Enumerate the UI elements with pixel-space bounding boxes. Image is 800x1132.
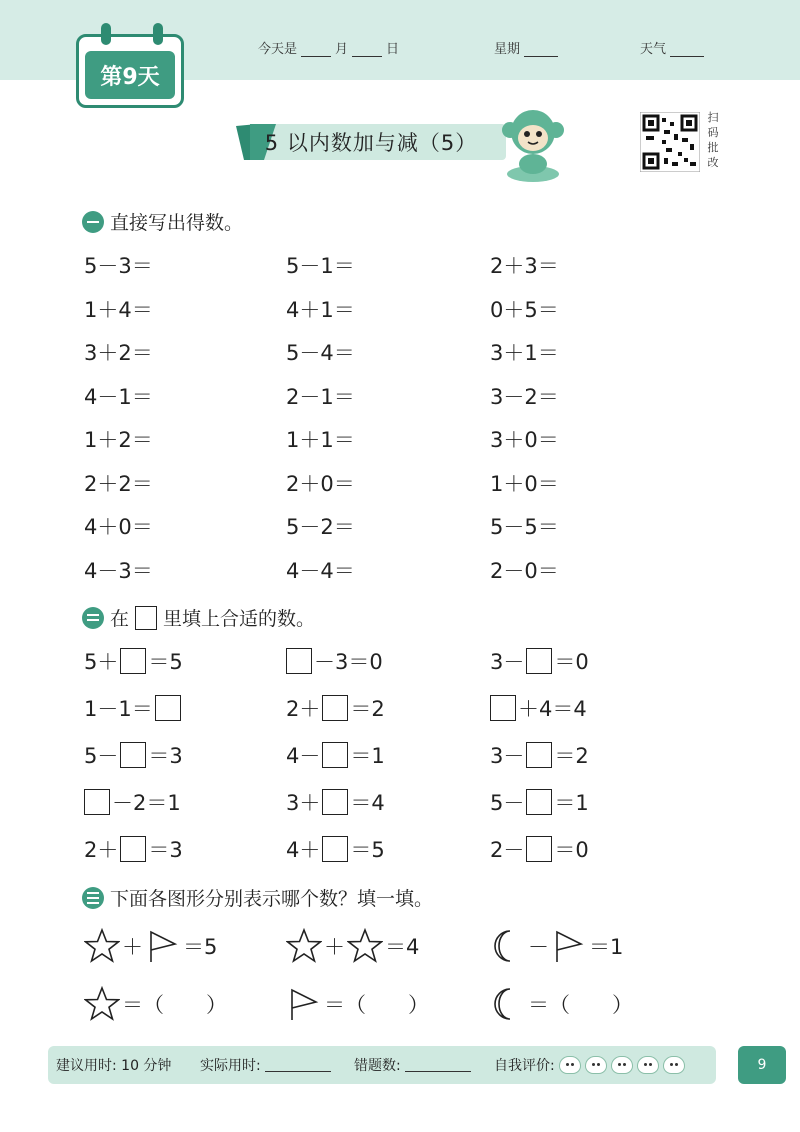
question-row bbox=[84, 984, 704, 1024]
answer-box[interactable] bbox=[322, 836, 348, 862]
weekday-field bbox=[494, 38, 558, 57]
equation-text: ＋ bbox=[324, 935, 345, 959]
equation-text: 2＋ bbox=[84, 838, 119, 862]
question-row bbox=[84, 693, 704, 723]
equation[interactable] bbox=[490, 381, 559, 411]
self-eval bbox=[494, 1046, 685, 1084]
equation bbox=[84, 740, 183, 770]
equation-text: 4－ bbox=[286, 744, 321, 768]
equation[interactable] bbox=[490, 337, 559, 367]
section2-title-before: 在 bbox=[110, 608, 130, 630]
weather-field bbox=[640, 38, 704, 57]
question-row bbox=[84, 468, 704, 498]
weather-label: 天气 bbox=[640, 42, 667, 57]
equation-text: 4＋ bbox=[286, 838, 321, 862]
answer-box[interactable] bbox=[84, 789, 110, 815]
equation-text: 1＋1＝ bbox=[286, 428, 355, 452]
qr-label-char: 扫 bbox=[707, 111, 719, 124]
equation-text: ＝3 bbox=[148, 744, 183, 768]
equation bbox=[490, 834, 589, 864]
equation-text: 3＋1＝ bbox=[490, 341, 559, 365]
actual-time-label: 实际用时: bbox=[200, 1058, 261, 1074]
equation bbox=[286, 693, 385, 723]
equation-text: ＋ bbox=[122, 935, 143, 959]
question-row bbox=[84, 250, 704, 280]
equation-text: 5－3＝ bbox=[84, 254, 153, 278]
equation[interactable] bbox=[286, 511, 355, 541]
equation-text: 1＋2＝ bbox=[84, 428, 153, 452]
equation-text: ＝2 bbox=[554, 744, 589, 768]
equation[interactable] bbox=[84, 984, 227, 1024]
equation-text: 1－1＝ bbox=[84, 697, 153, 721]
equation-text: ＝4 bbox=[350, 791, 385, 815]
equation[interactable] bbox=[84, 381, 153, 411]
section-one-icon bbox=[82, 211, 104, 233]
smiley-icon[interactable] bbox=[559, 1056, 581, 1074]
star-icon bbox=[84, 928, 120, 964]
equation bbox=[286, 646, 383, 676]
page-number: 9 bbox=[738, 1046, 786, 1084]
answer-box[interactable] bbox=[120, 742, 146, 768]
star-icon bbox=[84, 986, 120, 1022]
equation[interactable] bbox=[286, 926, 419, 966]
equation-text: 3－2＝ bbox=[490, 384, 559, 409]
equation[interactable] bbox=[490, 511, 559, 541]
qr-code-icon[interactable] bbox=[640, 112, 700, 172]
equation[interactable] bbox=[286, 294, 355, 324]
equation-text: － bbox=[528, 935, 549, 959]
equation-text: ＝（ ） bbox=[324, 993, 429, 1017]
equation-text: 2＋2＝ bbox=[84, 471, 153, 496]
star-icon bbox=[286, 928, 322, 964]
equation-text: 1＋4＝ bbox=[84, 297, 153, 322]
equation[interactable] bbox=[490, 468, 559, 498]
answer-box-icon bbox=[135, 606, 157, 630]
equation bbox=[84, 787, 181, 817]
errors-label: 错题数: bbox=[354, 1058, 401, 1074]
equation-text: －3＝0 bbox=[314, 650, 383, 674]
qr-label-char: 批 bbox=[707, 141, 719, 154]
equation[interactable] bbox=[84, 555, 153, 585]
section1-heading bbox=[82, 208, 243, 235]
question-row bbox=[84, 834, 704, 864]
equation bbox=[490, 787, 589, 817]
section-three-icon bbox=[82, 887, 104, 909]
equation-text: ＝（ ） bbox=[528, 993, 633, 1017]
equation-text: ＝5 bbox=[148, 650, 183, 674]
equation-text: 5－4＝ bbox=[286, 341, 355, 365]
equation bbox=[84, 693, 181, 723]
answer-box[interactable] bbox=[322, 742, 348, 768]
equation-text: 2＋3＝ bbox=[490, 254, 559, 278]
equation[interactable] bbox=[490, 984, 633, 1024]
flag-icon bbox=[286, 986, 322, 1022]
equation[interactable] bbox=[84, 926, 217, 966]
equation[interactable] bbox=[286, 468, 355, 498]
question-row bbox=[84, 381, 704, 411]
day-blank[interactable] bbox=[352, 43, 382, 57]
equation-text: 5－ bbox=[84, 744, 119, 768]
suggested-time bbox=[56, 1046, 171, 1084]
equation-text: 3＋0＝ bbox=[490, 428, 559, 452]
section1-title: 直接写出得数。 bbox=[110, 212, 244, 234]
question-row bbox=[84, 555, 704, 585]
question-row bbox=[84, 294, 704, 324]
section3-heading bbox=[82, 884, 433, 911]
equation[interactable] bbox=[84, 468, 153, 498]
equation[interactable] bbox=[84, 250, 153, 280]
equation bbox=[490, 693, 587, 723]
equation-text: 2＋ bbox=[286, 697, 321, 721]
equation bbox=[84, 834, 183, 864]
equation-text: 4＋1＝ bbox=[286, 297, 355, 322]
equation bbox=[490, 646, 589, 676]
self-eval-label: 自我评价: bbox=[494, 1058, 555, 1074]
equation[interactable] bbox=[286, 555, 355, 585]
answer-box[interactable] bbox=[322, 789, 348, 815]
equation bbox=[286, 740, 385, 770]
equation-text: ＝5 bbox=[183, 935, 218, 959]
qr-label-char: 码 bbox=[707, 126, 719, 139]
equation bbox=[286, 834, 385, 864]
equation-text: 0＋5＝ bbox=[490, 297, 559, 322]
equation-text: ＝0 bbox=[554, 650, 589, 674]
equation[interactable] bbox=[286, 337, 355, 367]
equation[interactable] bbox=[286, 984, 429, 1024]
equation-text: 2－ bbox=[490, 838, 525, 862]
equation-text: ＝3 bbox=[148, 838, 183, 862]
question-row bbox=[84, 787, 704, 817]
answer-box[interactable] bbox=[286, 648, 312, 674]
equation[interactable] bbox=[286, 381, 355, 411]
equation-text: ＝1 bbox=[350, 744, 385, 768]
answer-box[interactable] bbox=[526, 742, 552, 768]
equation-text: ＝0 bbox=[554, 838, 589, 862]
calendar-ring-icon bbox=[153, 23, 163, 45]
today-label: 今天是 bbox=[258, 42, 298, 57]
equation-text: 5－ bbox=[490, 791, 525, 815]
question-row bbox=[84, 511, 704, 541]
equation-text: 3＋2＝ bbox=[84, 341, 153, 365]
equation[interactable] bbox=[490, 294, 559, 324]
qr-label bbox=[704, 110, 722, 170]
qr-label-char: 改 bbox=[707, 156, 719, 169]
equation-text: 2－1＝ bbox=[286, 384, 355, 409]
monkey-mascot-icon bbox=[500, 104, 566, 184]
errors bbox=[354, 1046, 471, 1084]
equation-text: 4－1＝ bbox=[84, 384, 153, 409]
equation[interactable] bbox=[84, 294, 153, 324]
equation bbox=[490, 740, 589, 770]
answer-box[interactable] bbox=[526, 648, 552, 674]
section-two-icon bbox=[82, 607, 104, 629]
answer-box[interactable] bbox=[490, 695, 516, 721]
equation-text: 3－ bbox=[490, 650, 525, 674]
equation-text: ＝4 bbox=[385, 935, 420, 959]
weekday-label: 星期 bbox=[494, 42, 521, 57]
equation-text: 4＋0＝ bbox=[84, 515, 153, 539]
page-title: 5 以内数加与减（5） bbox=[264, 131, 478, 155]
smiley-icon[interactable] bbox=[585, 1056, 607, 1074]
equation[interactable] bbox=[286, 424, 355, 454]
weather-blank[interactable] bbox=[670, 43, 704, 57]
smiley-icon[interactable] bbox=[637, 1056, 659, 1074]
weekday-blank[interactable] bbox=[524, 43, 558, 57]
star-icon bbox=[347, 928, 383, 964]
answer-box[interactable] bbox=[526, 836, 552, 862]
equation-text: ＝1 bbox=[589, 935, 624, 959]
equation-text: 2－0＝ bbox=[490, 558, 559, 583]
actual-time-blank[interactable] bbox=[265, 1058, 331, 1072]
equation[interactable] bbox=[490, 250, 559, 280]
question-row bbox=[84, 926, 704, 966]
smiley-icon[interactable] bbox=[611, 1056, 633, 1074]
answer-box[interactable] bbox=[526, 789, 552, 815]
answer-box[interactable] bbox=[322, 695, 348, 721]
equation bbox=[84, 646, 183, 676]
equation-text: 4－3＝ bbox=[84, 558, 153, 583]
equation[interactable] bbox=[286, 250, 355, 280]
flag-icon bbox=[551, 928, 587, 964]
equation-text: 4－4＝ bbox=[286, 558, 355, 583]
equation bbox=[286, 787, 385, 817]
equation-text: 2＋0＝ bbox=[286, 471, 355, 496]
section3-title: 下面各图形分别表示哪个数？填一填。 bbox=[110, 888, 434, 910]
date-field bbox=[258, 38, 399, 57]
title-banner bbox=[236, 120, 506, 164]
equation-text: 5＋ bbox=[84, 650, 119, 674]
smiley-icon[interactable] bbox=[663, 1056, 685, 1074]
equation[interactable] bbox=[84, 337, 153, 367]
equation-text: ＝2 bbox=[350, 697, 385, 721]
day-unit-label: 日 bbox=[386, 42, 400, 57]
equation[interactable] bbox=[490, 555, 559, 585]
equation[interactable] bbox=[84, 511, 153, 541]
equation[interactable] bbox=[84, 424, 153, 454]
equation-text: ＝1 bbox=[554, 791, 589, 815]
answer-box[interactable] bbox=[120, 836, 146, 862]
question-row bbox=[84, 337, 704, 367]
month-blank[interactable] bbox=[301, 43, 331, 57]
equation-text: －2＝1 bbox=[112, 791, 181, 815]
answer-box[interactable] bbox=[120, 648, 146, 674]
equation-text: 5－5＝ bbox=[490, 515, 559, 539]
question-row bbox=[84, 740, 704, 770]
flag-icon bbox=[145, 928, 181, 964]
day-badge bbox=[76, 34, 184, 108]
equation-text: 3－ bbox=[490, 744, 525, 768]
month-label: 月 bbox=[335, 42, 349, 57]
equation-text: ＝5 bbox=[350, 838, 385, 862]
equation-text: 5－1＝ bbox=[286, 254, 355, 278]
section2-title-after: 里填上合适的数。 bbox=[163, 608, 316, 630]
footer-bar bbox=[48, 1046, 716, 1084]
errors-blank[interactable] bbox=[405, 1058, 471, 1072]
suggested-time-label: 建议用时: 10 分钟 bbox=[56, 1058, 172, 1074]
answer-box[interactable] bbox=[155, 695, 181, 721]
day-label: 第9天 bbox=[85, 51, 175, 99]
question-row bbox=[84, 424, 704, 454]
equation[interactable] bbox=[490, 424, 559, 454]
moon-icon bbox=[490, 986, 526, 1022]
equation-text: 5－2＝ bbox=[286, 515, 355, 539]
equation-text: 1＋0＝ bbox=[490, 471, 559, 496]
section2-heading bbox=[82, 604, 315, 631]
equation-text: ＋4＝4 bbox=[518, 697, 587, 721]
actual-time bbox=[200, 1046, 331, 1084]
equation-text: 3＋ bbox=[286, 791, 321, 815]
calendar-ring-icon bbox=[101, 23, 111, 45]
equation[interactable] bbox=[490, 926, 623, 966]
question-row bbox=[84, 646, 704, 676]
moon-icon bbox=[490, 928, 526, 964]
equation-text: ＝（ ） bbox=[122, 993, 227, 1017]
